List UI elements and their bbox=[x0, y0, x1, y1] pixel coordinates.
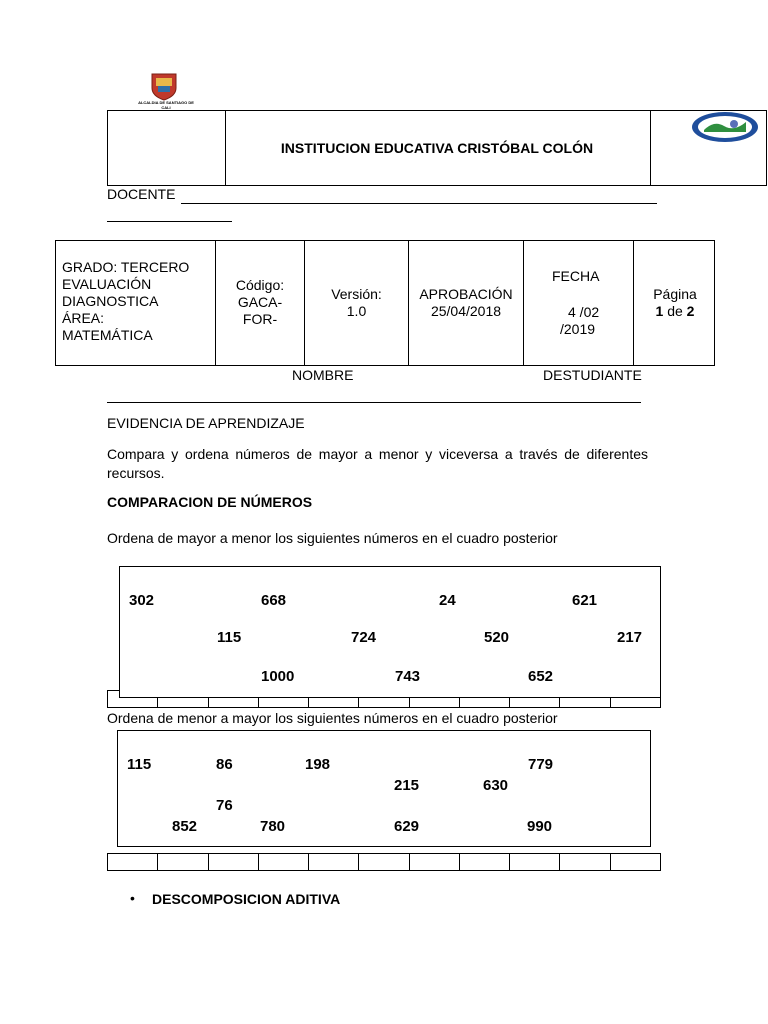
exercise1-instruction: Ordena de mayor a menor los siguientes números en el cuadro posterior bbox=[107, 530, 558, 546]
answer-cell[interactable] bbox=[560, 854, 610, 870]
version-cell bbox=[305, 241, 409, 365]
nombre-label: NOMBRE bbox=[292, 367, 354, 383]
pagina-of: de bbox=[667, 303, 683, 319]
grado-cell bbox=[56, 241, 216, 365]
fecha-label: FECHA bbox=[552, 268, 600, 284]
header-left-cell bbox=[108, 111, 226, 185]
answer-cell[interactable] bbox=[209, 854, 259, 870]
number: 724 bbox=[351, 629, 377, 646]
fecha-value-1: 4 /02 bbox=[568, 304, 600, 320]
institution-title: INSTITUCION EDUCATIVA CRISTÓBAL COLÓN bbox=[280, 140, 594, 156]
area-text: ÁREA: bbox=[62, 310, 105, 326]
number: 743 bbox=[395, 668, 421, 685]
fecha-cell bbox=[524, 241, 634, 365]
answer-cell[interactable] bbox=[309, 854, 359, 870]
number: 86 bbox=[216, 756, 233, 773]
fecha-value-2: /2019 bbox=[560, 321, 596, 337]
diagnostica-text: DIAGNOSTICA bbox=[62, 293, 159, 309]
exercise2-number-box bbox=[117, 730, 651, 847]
docente-line-2 bbox=[107, 221, 232, 222]
info-table bbox=[55, 240, 715, 366]
version-label: Versión: bbox=[331, 286, 382, 302]
exercise2-answer-grid bbox=[107, 853, 661, 871]
number: 1000 bbox=[261, 668, 295, 685]
evidencia-title: EVIDENCIA DE APRENDIZAJE bbox=[107, 415, 305, 431]
pagina-current: 1 bbox=[655, 303, 664, 319]
number: 779 bbox=[528, 756, 554, 773]
evidencia-text: Compara y ordena números de mayor a menor y viceversa a través de diferentes recursos. bbox=[107, 446, 648, 481]
answer-cell[interactable] bbox=[460, 854, 510, 870]
pagina-cell bbox=[634, 241, 716, 365]
codigo-label: Código: bbox=[235, 277, 285, 293]
answer-cell[interactable] bbox=[158, 854, 208, 870]
municipality-logo-text: ALCALDIA DE SANTIAGO DE CALI bbox=[138, 100, 194, 110]
grado-text: GRADO: TERCERO bbox=[62, 259, 190, 275]
number: 621 bbox=[572, 592, 598, 609]
pagina-label: Página bbox=[653, 286, 697, 302]
estudiante-label: DESTUDIANTE bbox=[543, 367, 642, 383]
number: 217 bbox=[617, 629, 643, 646]
number: 198 bbox=[305, 756, 331, 773]
answer-cell[interactable] bbox=[510, 854, 560, 870]
header-box bbox=[107, 110, 767, 186]
answer-cell[interactable] bbox=[359, 854, 409, 870]
number: 76 bbox=[216, 797, 233, 814]
materia-text: MATEMÁTICA bbox=[62, 327, 153, 343]
number: 630 bbox=[483, 777, 509, 794]
number: 852 bbox=[172, 818, 198, 835]
exercise2-instruction: Ordena de menor a mayor los siguientes números en el cuadro posterior bbox=[107, 710, 558, 726]
bullet-icon: • bbox=[130, 890, 135, 906]
number: 668 bbox=[261, 592, 287, 609]
bullet-title: DESCOMPOSICION ADITIVA bbox=[152, 891, 341, 907]
number: 629 bbox=[394, 818, 420, 835]
number: 302 bbox=[129, 592, 155, 609]
section-title: COMPARACION DE NÚMEROS bbox=[107, 494, 313, 510]
answer-cell[interactable] bbox=[611, 854, 660, 870]
evaluacion-text: EVALUACIÓN bbox=[62, 276, 152, 292]
number: 520 bbox=[484, 629, 510, 646]
docente-label: DOCENTE bbox=[107, 186, 176, 202]
codigo-value-2: FOR- bbox=[242, 311, 278, 327]
aprobacion-cell bbox=[409, 241, 524, 365]
number: 24 bbox=[439, 592, 456, 609]
aprobacion-label: APROBACIÓN bbox=[419, 286, 513, 302]
number: 115 bbox=[127, 756, 152, 773]
version-value: 1.0 bbox=[346, 303, 367, 319]
codigo-cell bbox=[216, 241, 305, 365]
pagina-value bbox=[634, 303, 716, 320]
pagina-total: 2 bbox=[686, 303, 695, 319]
codigo-value-1: GACA- bbox=[237, 294, 283, 310]
number: 215 bbox=[394, 777, 420, 794]
number: 990 bbox=[527, 818, 553, 835]
aprobacion-value: 25/04/2018 bbox=[430, 303, 502, 319]
exercise1-number-box bbox=[119, 566, 661, 698]
docente-line bbox=[181, 203, 657, 204]
answer-cell[interactable] bbox=[108, 854, 158, 870]
number: 115 bbox=[217, 629, 242, 646]
school-logo bbox=[690, 110, 760, 144]
number: 652 bbox=[528, 668, 554, 685]
answer-cell[interactable] bbox=[410, 854, 460, 870]
nombre-line bbox=[107, 402, 641, 403]
number: 780 bbox=[260, 818, 286, 835]
answer-cell[interactable] bbox=[259, 854, 309, 870]
